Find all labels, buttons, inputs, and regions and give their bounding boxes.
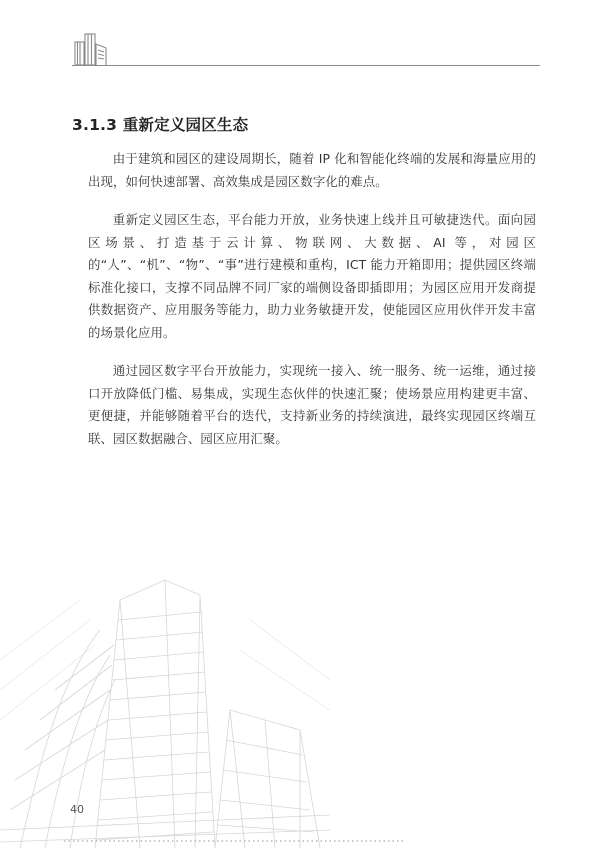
header-rule	[72, 65, 540, 66]
section-title: 3.1.3 重新定义园区生态	[72, 116, 249, 134]
page-number: 40	[70, 803, 84, 816]
paragraph-1: 由于建筑和园区的建设周期长，随着 IP 化和智能化终端的发展和海量应用的出现，如何快速部署、高效集成是园区数字化的难点。	[88, 151, 536, 189]
skyline-wireframe-art	[0, 560, 330, 848]
footer-dotted-line	[64, 839, 404, 843]
paragraph-2: 重新定义园区生态，平台能力开放，业务快速上线并且可敏捷迭代。面向园区场景、打造基于云计算、物联网、大数据、AI 等，对园区的“人”、“机”、“物”、“事”进行建模和重构，ICT 能力开箱即用；提供园区终端标准化接口，支撑不同品牌不同厂家的端侧设备即插即用；为园区应用开发商提供数据资产、应用服务等能力，助力业务敏捷开发，使能园区应用伙伴开发丰富的场景化应用。	[88, 212, 536, 340]
paragraph-3: 通过园区数字平台开放能力，实现统一接入、统一服务、统一运维，通过接口开放降低门槛、易集成，实现生态伙伴的快速汇聚；使场景应用构建更丰富、更便捷，并能够随着平台的迭代，支持新业务的持续演进，最终实现园区终端互联、园区数据融合、园区应用汇聚。	[88, 363, 536, 446]
building-logo-icon	[72, 30, 112, 66]
body-content	[88, 148, 536, 466]
